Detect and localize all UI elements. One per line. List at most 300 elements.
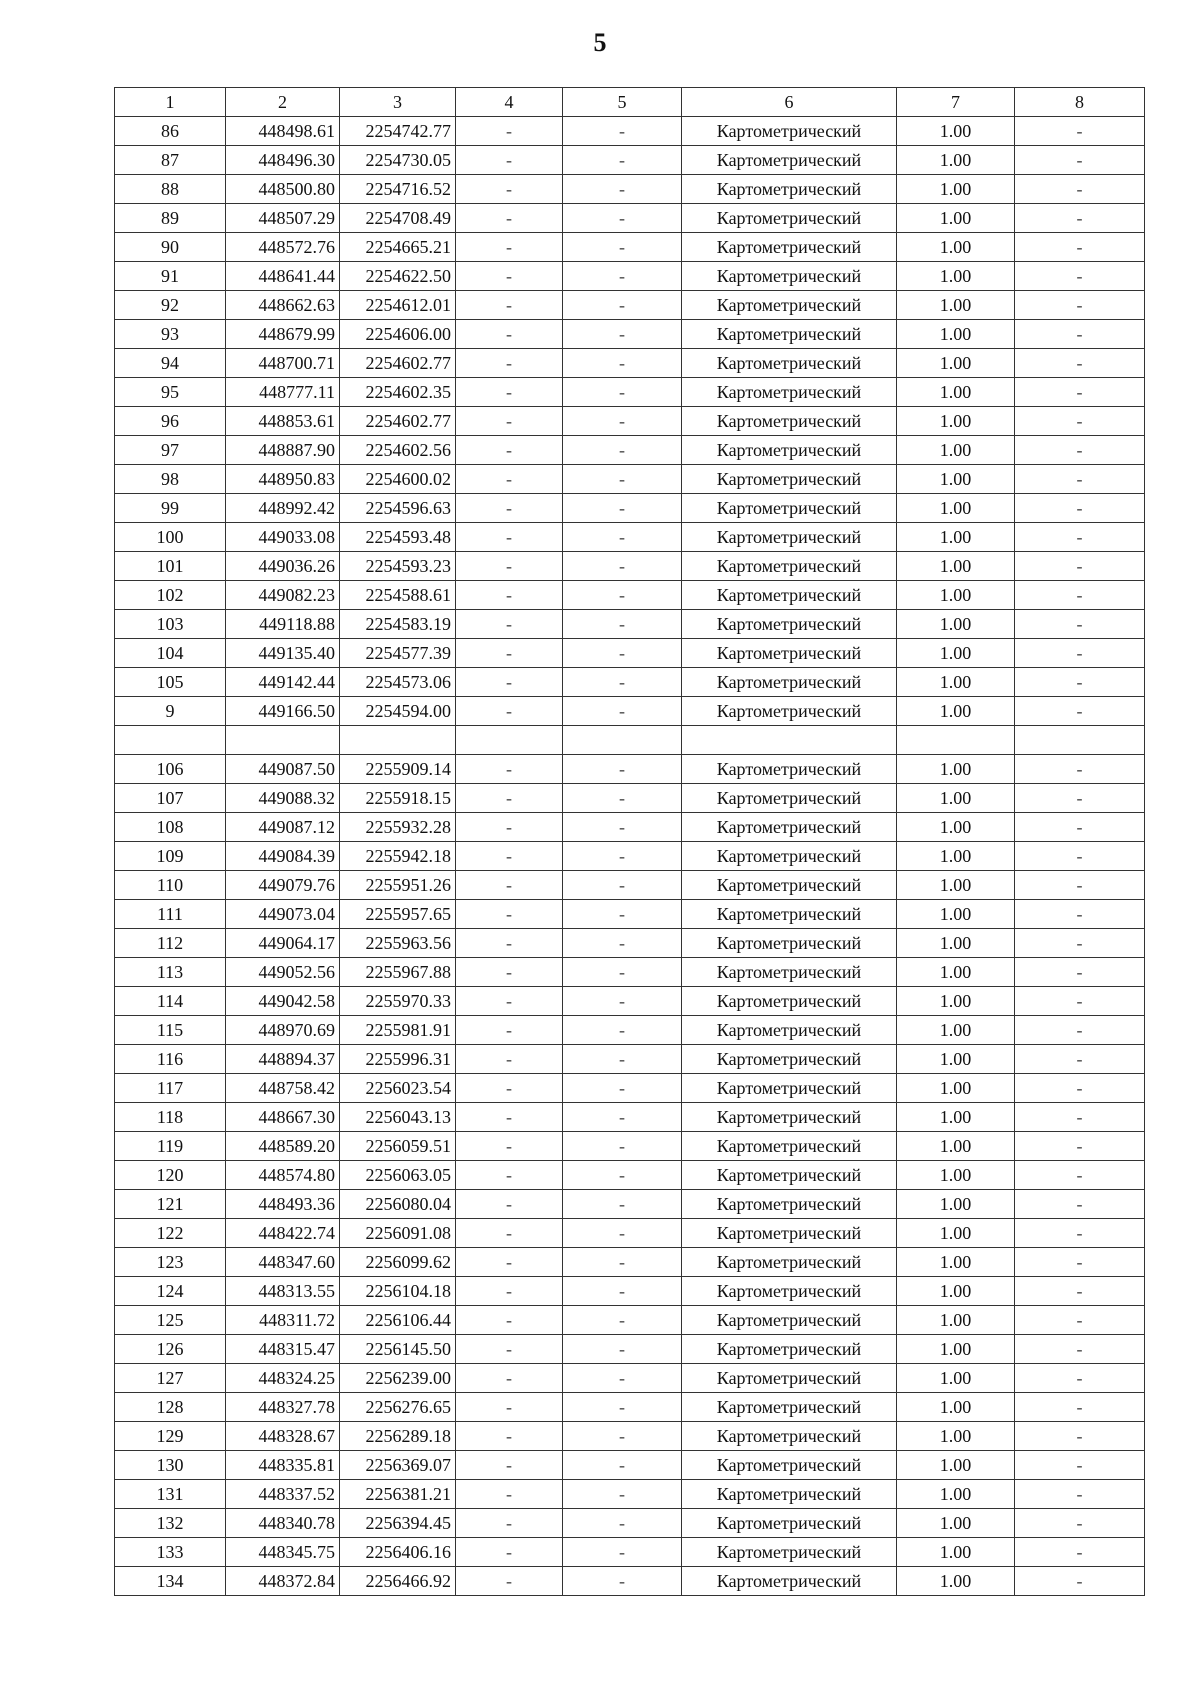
column-8-cell: -: [1015, 117, 1145, 146]
table-row: [115, 262, 1145, 291]
table-row: [115, 378, 1145, 407]
point-number-cell: 116: [115, 1045, 226, 1074]
column-8-cell: -: [1015, 958, 1145, 987]
method-cell: Картометрический: [682, 436, 897, 465]
column-5-cell: [563, 726, 682, 755]
column-4-cell: -: [456, 1016, 563, 1045]
method-cell: Картометрический: [682, 175, 897, 204]
table-row: [115, 842, 1145, 871]
y-coordinate-cell: 2255918.15: [340, 784, 456, 813]
column-header-4: 4: [456, 88, 563, 117]
y-coordinate-cell: 2254588.61: [340, 581, 456, 610]
column-4-cell: -: [456, 407, 563, 436]
column-8-cell: -: [1015, 407, 1145, 436]
accuracy-cell: 1.00: [897, 1538, 1015, 1567]
x-coordinate-cell: 448327.78: [226, 1393, 340, 1422]
y-coordinate-cell: 2254665.21: [340, 233, 456, 262]
column-8-cell: -: [1015, 1161, 1145, 1190]
point-number-cell: 114: [115, 987, 226, 1016]
point-number-cell: 133: [115, 1538, 226, 1567]
column-5-cell: -: [563, 407, 682, 436]
column-8-cell: -: [1015, 465, 1145, 494]
accuracy-cell: 1.00: [897, 262, 1015, 291]
table-row: [115, 175, 1145, 204]
column-4-cell: -: [456, 1364, 563, 1393]
x-coordinate-cell: 448853.61: [226, 407, 340, 436]
x-coordinate-cell: 448777.11: [226, 378, 340, 407]
y-coordinate-cell: 2256381.21: [340, 1480, 456, 1509]
column-8-cell: -: [1015, 1480, 1145, 1509]
y-coordinate-cell: 2256063.05: [340, 1161, 456, 1190]
column-5-cell: -: [563, 378, 682, 407]
point-number-cell: 92: [115, 291, 226, 320]
column-5-cell: -: [563, 871, 682, 900]
accuracy-cell: 1.00: [897, 900, 1015, 929]
column-4-cell: -: [456, 204, 563, 233]
x-coordinate-cell: 449052.56: [226, 958, 340, 987]
point-number-cell: 101: [115, 552, 226, 581]
column-5-cell: -: [563, 1451, 682, 1480]
point-number-cell: 102: [115, 581, 226, 610]
point-number-cell: 89: [115, 204, 226, 233]
x-coordinate-cell: 449042.58: [226, 987, 340, 1016]
column-8-cell: -: [1015, 581, 1145, 610]
accuracy-cell: 1.00: [897, 233, 1015, 262]
column-8-cell: -: [1015, 233, 1145, 262]
column-8-cell: -: [1015, 1335, 1145, 1364]
x-coordinate-cell: 448340.78: [226, 1509, 340, 1538]
column-8-cell: -: [1015, 523, 1145, 552]
column-4-cell: -: [456, 233, 563, 262]
column-4-cell: -: [456, 175, 563, 204]
table-row: [115, 436, 1145, 465]
column-4-cell: [456, 726, 563, 755]
method-cell: Картометрический: [682, 1045, 897, 1074]
column-4-cell: -: [456, 1248, 563, 1277]
y-coordinate-cell: 2255951.26: [340, 871, 456, 900]
y-coordinate-cell: 2256023.54: [340, 1074, 456, 1103]
method-cell: Картометрический: [682, 871, 897, 900]
y-coordinate-cell: 2255963.56: [340, 929, 456, 958]
column-5-cell: -: [563, 233, 682, 262]
point-number-cell: 104: [115, 639, 226, 668]
y-coordinate-cell: 2254583.19: [340, 610, 456, 639]
point-number-cell: 122: [115, 1219, 226, 1248]
column-5-cell: -: [563, 494, 682, 523]
x-coordinate-cell: 448335.81: [226, 1451, 340, 1480]
column-8-cell: -: [1015, 175, 1145, 204]
y-coordinate-cell: 2255981.91: [340, 1016, 456, 1045]
accuracy-cell: 1.00: [897, 436, 1015, 465]
column-8-cell: -: [1015, 1248, 1145, 1277]
column-4-cell: -: [456, 1045, 563, 1074]
column-5-cell: -: [563, 958, 682, 987]
y-coordinate-cell: 2256091.08: [340, 1219, 456, 1248]
y-coordinate-cell: 2255970.33: [340, 987, 456, 1016]
column-4-cell: -: [456, 378, 563, 407]
table-row: [115, 1103, 1145, 1132]
point-number-cell: 94: [115, 349, 226, 378]
point-number-cell: 132: [115, 1509, 226, 1538]
column-4-cell: -: [456, 523, 563, 552]
column-5-cell: -: [563, 1132, 682, 1161]
y-coordinate-cell: 2254602.77: [340, 407, 456, 436]
table-row: [115, 1393, 1145, 1422]
table-row: [115, 349, 1145, 378]
column-8-cell: -: [1015, 610, 1145, 639]
y-coordinate-cell: 2254596.63: [340, 494, 456, 523]
column-4-cell: -: [456, 291, 563, 320]
point-number-cell: 124: [115, 1277, 226, 1306]
column-8-cell: -: [1015, 204, 1145, 233]
point-number-cell: 91: [115, 262, 226, 291]
x-coordinate-cell: 448311.72: [226, 1306, 340, 1335]
column-header-2: 2: [226, 88, 340, 117]
x-coordinate-cell: 448970.69: [226, 1016, 340, 1045]
column-8-cell: -: [1015, 1045, 1145, 1074]
table-row: [115, 987, 1145, 1016]
y-coordinate-cell: 2255957.65: [340, 900, 456, 929]
column-5-cell: -: [563, 1509, 682, 1538]
table-row: [115, 697, 1145, 726]
column-4-cell: -: [456, 697, 563, 726]
accuracy-cell: 1.00: [897, 1103, 1015, 1132]
method-cell: Картометрический: [682, 1335, 897, 1364]
accuracy-cell: 1.00: [897, 1219, 1015, 1248]
column-5-cell: -: [563, 1422, 682, 1451]
method-cell: Картометрический: [682, 1248, 897, 1277]
table-row: [115, 523, 1145, 552]
accuracy-cell: 1.00: [897, 1509, 1015, 1538]
method-cell: Картометрический: [682, 262, 897, 291]
method-cell: Картометрический: [682, 1364, 897, 1393]
x-coordinate-cell: 449142.44: [226, 668, 340, 697]
column-8-cell: -: [1015, 668, 1145, 697]
column-5-cell: -: [563, 1306, 682, 1335]
table-row: [115, 1277, 1145, 1306]
column-4-cell: -: [456, 1480, 563, 1509]
method-cell: Картометрический: [682, 407, 897, 436]
column-8-cell: -: [1015, 378, 1145, 407]
y-coordinate-cell: 2256289.18: [340, 1422, 456, 1451]
table-row: [115, 291, 1145, 320]
column-4-cell: -: [456, 1190, 563, 1219]
table-row: [115, 1016, 1145, 1045]
method-cell: Картометрический: [682, 1509, 897, 1538]
accuracy-cell: 1.00: [897, 349, 1015, 378]
column-5-cell: -: [563, 639, 682, 668]
column-4-cell: -: [456, 958, 563, 987]
y-coordinate-cell: 2254593.48: [340, 523, 456, 552]
y-coordinate-cell: 2255967.88: [340, 958, 456, 987]
accuracy-cell: 1.00: [897, 1074, 1015, 1103]
column-4-cell: -: [456, 871, 563, 900]
column-4-cell: -: [456, 494, 563, 523]
x-coordinate-cell: [226, 726, 340, 755]
x-coordinate-cell: 449082.23: [226, 581, 340, 610]
column-header-8: 8: [1015, 88, 1145, 117]
column-5-cell: -: [563, 1219, 682, 1248]
column-8-cell: -: [1015, 871, 1145, 900]
accuracy-cell: 1.00: [897, 117, 1015, 146]
point-number-cell: 107: [115, 784, 226, 813]
x-coordinate-cell: 449064.17: [226, 929, 340, 958]
table-row: [115, 233, 1145, 262]
y-coordinate-cell: 2254573.06: [340, 668, 456, 697]
method-cell: Картометрический: [682, 1393, 897, 1422]
column-5-cell: -: [563, 1045, 682, 1074]
method-cell: Картометрический: [682, 233, 897, 262]
y-coordinate-cell: 2254716.52: [340, 175, 456, 204]
column-5-cell: -: [563, 1074, 682, 1103]
x-coordinate-cell: 448422.74: [226, 1219, 340, 1248]
method-cell: Картометрический: [682, 1277, 897, 1306]
accuracy-cell: 1.00: [897, 552, 1015, 581]
column-4-cell: -: [456, 1103, 563, 1132]
column-8-cell: -: [1015, 436, 1145, 465]
column-5-cell: -: [563, 900, 682, 929]
accuracy-cell: 1.00: [897, 1422, 1015, 1451]
table-row: [115, 1422, 1145, 1451]
column-8-cell: -: [1015, 494, 1145, 523]
x-coordinate-cell: 448574.80: [226, 1161, 340, 1190]
column-8-cell: -: [1015, 320, 1145, 349]
y-coordinate-cell: 2254708.49: [340, 204, 456, 233]
column-5-cell: -: [563, 697, 682, 726]
column-8-cell: -: [1015, 639, 1145, 668]
table-row: [115, 1219, 1145, 1248]
column-5-cell: -: [563, 1335, 682, 1364]
y-coordinate-cell: 2255932.28: [340, 813, 456, 842]
table-row: [115, 1538, 1145, 1567]
table-header-row: [115, 88, 1145, 117]
page-number: 5: [593, 28, 607, 57]
column-5-cell: -: [563, 117, 682, 146]
y-coordinate-cell: 2256059.51: [340, 1132, 456, 1161]
column-4-cell: -: [456, 1074, 563, 1103]
x-coordinate-cell: 449036.26: [226, 552, 340, 581]
column-5-cell: -: [563, 987, 682, 1016]
column-4-cell: -: [456, 813, 563, 842]
x-coordinate-cell: 448345.75: [226, 1538, 340, 1567]
method-cell: Картометрический: [682, 697, 897, 726]
column-8-cell: -: [1015, 755, 1145, 784]
x-coordinate-cell: 448641.44: [226, 262, 340, 291]
x-coordinate-cell: 448498.61: [226, 117, 340, 146]
point-number-cell: 130: [115, 1451, 226, 1480]
point-number-cell: 134: [115, 1567, 226, 1596]
point-number-cell: 88: [115, 175, 226, 204]
column-4-cell: -: [456, 929, 563, 958]
table-row: [115, 146, 1145, 175]
column-4-cell: -: [456, 1451, 563, 1480]
column-4-cell: -: [456, 1161, 563, 1190]
column-5-cell: -: [563, 929, 682, 958]
column-5-cell: -: [563, 146, 682, 175]
column-5-cell: -: [563, 1567, 682, 1596]
x-coordinate-cell: 448589.20: [226, 1132, 340, 1161]
x-coordinate-cell: 449087.12: [226, 813, 340, 842]
method-cell: Картометрический: [682, 349, 897, 378]
accuracy-cell: 1.00: [897, 958, 1015, 987]
column-4-cell: -: [456, 552, 563, 581]
accuracy-cell: 1.00: [897, 1132, 1015, 1161]
column-5-cell: -: [563, 291, 682, 320]
y-coordinate-cell: 2256239.00: [340, 1364, 456, 1393]
column-4-cell: -: [456, 1306, 563, 1335]
table-row: [115, 1480, 1145, 1509]
y-coordinate-cell: 2254577.39: [340, 639, 456, 668]
x-coordinate-cell: 449073.04: [226, 900, 340, 929]
accuracy-cell: 1.00: [897, 871, 1015, 900]
y-coordinate-cell: 2255942.18: [340, 842, 456, 871]
column-8-cell: [1015, 726, 1145, 755]
point-number-cell: 105: [115, 668, 226, 697]
column-5-cell: -: [563, 320, 682, 349]
y-coordinate-cell: 2254606.00: [340, 320, 456, 349]
method-cell: Картометрический: [682, 784, 897, 813]
y-coordinate-cell: 2254602.77: [340, 349, 456, 378]
column-4-cell: -: [456, 784, 563, 813]
column-4-cell: -: [456, 842, 563, 871]
accuracy-cell: 1.00: [897, 291, 1015, 320]
method-cell: Картометрический: [682, 204, 897, 233]
column-5-cell: -: [563, 262, 682, 291]
point-number-cell: 127: [115, 1364, 226, 1393]
column-4-cell: -: [456, 581, 563, 610]
table-row: [115, 1335, 1145, 1364]
y-coordinate-cell: 2256394.45: [340, 1509, 456, 1538]
y-coordinate-cell: 2255996.31: [340, 1045, 456, 1074]
column-5-cell: -: [563, 1364, 682, 1393]
accuracy-cell: 1.00: [897, 1335, 1015, 1364]
accuracy-cell: 1.00: [897, 1277, 1015, 1306]
method-cell: Картометрический: [682, 1480, 897, 1509]
column-4-cell: -: [456, 1567, 563, 1596]
y-coordinate-cell: 2254594.00: [340, 697, 456, 726]
point-number-cell: 129: [115, 1422, 226, 1451]
point-number-cell: 126: [115, 1335, 226, 1364]
y-coordinate-cell: 2256145.50: [340, 1335, 456, 1364]
x-coordinate-cell: 448887.90: [226, 436, 340, 465]
column-8-cell: -: [1015, 1538, 1145, 1567]
method-cell: Картометрический: [682, 523, 897, 552]
column-8-cell: -: [1015, 1422, 1145, 1451]
accuracy-cell: 1.00: [897, 1045, 1015, 1074]
table-row: [115, 784, 1145, 813]
method-cell: Картометрический: [682, 1422, 897, 1451]
column-8-cell: -: [1015, 1190, 1145, 1219]
point-number-cell: 98: [115, 465, 226, 494]
method-cell: Картометрический: [682, 1132, 897, 1161]
column-8-cell: -: [1015, 697, 1145, 726]
x-coordinate-cell: 448500.80: [226, 175, 340, 204]
column-header-3: 3: [340, 88, 456, 117]
accuracy-cell: 1.00: [897, 842, 1015, 871]
column-5-cell: -: [563, 1161, 682, 1190]
method-cell: Картометрический: [682, 1190, 897, 1219]
x-coordinate-cell: 449087.50: [226, 755, 340, 784]
column-8-cell: -: [1015, 842, 1145, 871]
method-cell: Картометрический: [682, 320, 897, 349]
x-coordinate-cell: 449135.40: [226, 639, 340, 668]
accuracy-cell: 1.00: [897, 784, 1015, 813]
accuracy-cell: 1.00: [897, 1161, 1015, 1190]
y-coordinate-cell: 2254602.35: [340, 378, 456, 407]
y-coordinate-cell: [340, 726, 456, 755]
accuracy-cell: 1.00: [897, 987, 1015, 1016]
column-4-cell: -: [456, 146, 563, 175]
column-8-cell: -: [1015, 291, 1145, 320]
column-4-cell: -: [456, 1393, 563, 1422]
table-row: [115, 610, 1145, 639]
table-row: [115, 1074, 1145, 1103]
column-5-cell: -: [563, 1190, 682, 1219]
method-cell: Картометрический: [682, 1074, 897, 1103]
y-coordinate-cell: 2254600.02: [340, 465, 456, 494]
point-number-cell: 113: [115, 958, 226, 987]
method-cell: Картометрический: [682, 929, 897, 958]
accuracy-cell: [897, 726, 1015, 755]
column-4-cell: -: [456, 436, 563, 465]
column-4-cell: -: [456, 349, 563, 378]
column-8-cell: -: [1015, 1509, 1145, 1538]
method-cell: Картометрический: [682, 1161, 897, 1190]
accuracy-cell: 1.00: [897, 320, 1015, 349]
column-8-cell: -: [1015, 1016, 1145, 1045]
column-8-cell: -: [1015, 987, 1145, 1016]
column-4-cell: -: [456, 1132, 563, 1161]
column-4-cell: -: [456, 987, 563, 1016]
point-number-cell: 103: [115, 610, 226, 639]
accuracy-cell: 1.00: [897, 1364, 1015, 1393]
point-number-cell: 86: [115, 117, 226, 146]
column-5-cell: -: [563, 1393, 682, 1422]
x-coordinate-cell: 448313.55: [226, 1277, 340, 1306]
method-cell: Картометрический: [682, 958, 897, 987]
table-row: [115, 320, 1145, 349]
point-number-cell: 111: [115, 900, 226, 929]
column-header-1: 1: [115, 88, 226, 117]
accuracy-cell: 1.00: [897, 1306, 1015, 1335]
point-number-cell: 95: [115, 378, 226, 407]
x-coordinate-cell: 448950.83: [226, 465, 340, 494]
table-row: [115, 871, 1145, 900]
point-number-cell: 115: [115, 1016, 226, 1045]
method-cell: Картометрический: [682, 1103, 897, 1132]
point-number-cell: 109: [115, 842, 226, 871]
y-coordinate-cell: 2256369.07: [340, 1451, 456, 1480]
column-8-cell: -: [1015, 1074, 1145, 1103]
column-5-cell: -: [563, 175, 682, 204]
x-coordinate-cell: 448894.37: [226, 1045, 340, 1074]
table-row: [115, 117, 1145, 146]
column-8-cell: -: [1015, 349, 1145, 378]
accuracy-cell: 1.00: [897, 610, 1015, 639]
column-5-cell: -: [563, 1016, 682, 1045]
accuracy-cell: 1.00: [897, 204, 1015, 233]
point-number-cell: 112: [115, 929, 226, 958]
y-coordinate-cell: 2256043.13: [340, 1103, 456, 1132]
y-coordinate-cell: 2255909.14: [340, 755, 456, 784]
method-cell: Картометрический: [682, 117, 897, 146]
column-header-6: 6: [682, 88, 897, 117]
accuracy-cell: 1.00: [897, 1248, 1015, 1277]
table-row: [115, 929, 1145, 958]
table-row: [115, 1161, 1145, 1190]
method-cell: Картометрический: [682, 552, 897, 581]
y-coordinate-cell: 2254622.50: [340, 262, 456, 291]
